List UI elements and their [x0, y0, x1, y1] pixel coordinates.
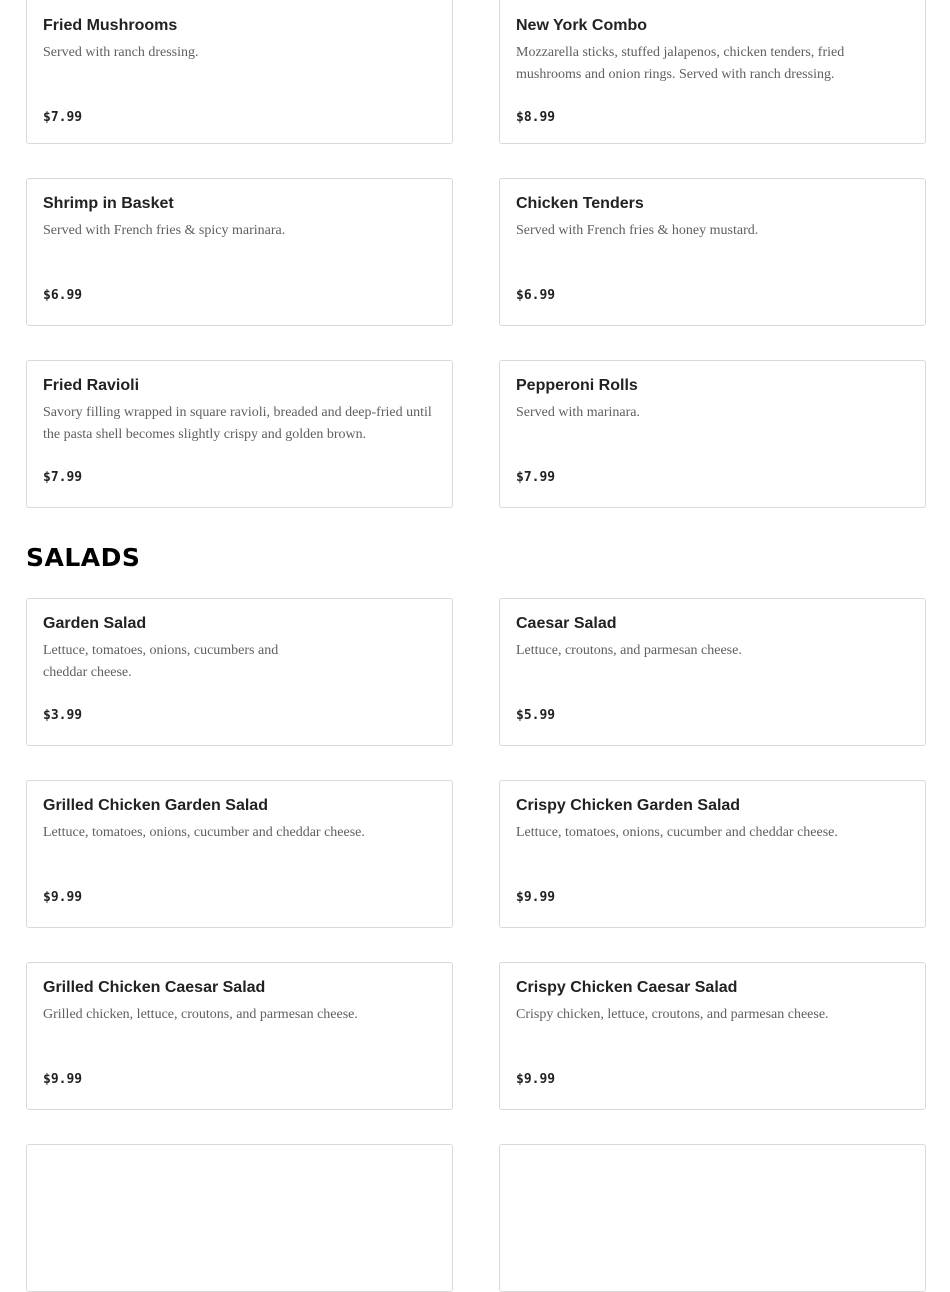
menu-item-name: Caesar Salad — [516, 615, 617, 632]
menu-item-description: Served with marinara. — [516, 405, 641, 420]
menu-item-card[interactable] — [26, 0, 453, 144]
menu-item-price: $8.99 — [516, 110, 556, 125]
menu-item-description: Lettuce, croutons, and parmesan cheese. — [516, 643, 742, 658]
menu-item-name: Fried Ravioli — [43, 377, 140, 394]
menu-item-price: $9.99 — [43, 890, 83, 905]
menu-item-card[interactable] — [499, 780, 926, 928]
menu-item-price: $6.99 — [43, 288, 83, 303]
menu-item-description: Savory filling wrapped in square ravioli, breaded and deep-fried until the pasta shell becomes slightly crispy and golden brown. — [43, 405, 432, 442]
menu-item-name: Chicken Tenders — [516, 195, 644, 212]
menu-item-description: Served with ranch dressing. — [43, 45, 199, 60]
menu-item-name: New York Combo — [516, 17, 647, 34]
menu-item-name: Crispy Chicken Caesar Salad — [516, 979, 738, 996]
menu-item-name: Fried Mushrooms — [43, 17, 178, 34]
menu-item-name: Grilled Chicken Caesar Salad — [43, 979, 266, 996]
section-title-salads: SALADS — [26, 543, 141, 572]
menu-item-card[interactable] — [26, 780, 453, 928]
menu-item-description: Crispy chicken, lettuce, croutons, and parmesan cheese. — [516, 1007, 829, 1022]
menu-item-card[interactable] — [499, 598, 926, 746]
menu-item-description: Served with French fries & spicy marinara. — [43, 223, 286, 238]
menu-item-card[interactable] — [499, 178, 926, 326]
menu-item-price: $3.99 — [43, 708, 83, 723]
menu-item-price: $9.99 — [516, 890, 556, 905]
menu-item-card-partial[interactable] — [499, 1144, 926, 1292]
menu-item-name: Crispy Chicken Garden Salad — [516, 797, 741, 814]
menu-item-card[interactable] — [26, 598, 453, 746]
menu-item-name: Grilled Chicken Garden Salad — [43, 797, 268, 814]
menu-item-description: Served with French fries & honey mustard. — [516, 223, 759, 238]
menu-item-price: $6.99 — [516, 288, 556, 303]
menu-item-card[interactable] — [499, 360, 926, 508]
menu-item-card[interactable] — [499, 962, 926, 1110]
menu-item-price: $7.99 — [43, 470, 83, 485]
menu-item-description: Lettuce, tomatoes, onions, cucumber and cheddar cheese. — [516, 825, 838, 840]
menu-item-card[interactable] — [26, 178, 453, 326]
menu-item-name: Garden Salad — [43, 615, 147, 632]
menu-item-price: $5.99 — [516, 708, 556, 723]
menu-item-description: Mozzarella sticks, stuffed jalapenos, chicken tenders, fried mushrooms and onion rings. Served with ranch dressing. — [516, 45, 845, 82]
menu-item-description: Lettuce, tomatoes, onions, cucumber and cheddar cheese. — [43, 825, 365, 840]
menu-item-price: $9.99 — [516, 1072, 556, 1087]
menu-item-price: $7.99 — [43, 110, 83, 125]
menu-item-name: Pepperoni Rolls — [516, 377, 638, 394]
menu-item-card[interactable] — [26, 962, 453, 1110]
menu-item-card-partial[interactable] — [26, 1144, 453, 1292]
menu-item-description: Grilled chicken, lettuce, croutons, and parmesan cheese. — [43, 1007, 358, 1022]
menu-item-name: Shrimp in Basket — [43, 195, 174, 212]
menu-item-card[interactable] — [26, 360, 453, 508]
menu-item-price: $9.99 — [43, 1072, 83, 1087]
menu-item-description: Lettuce, tomatoes, onions, cucumbers and cheddar cheese. — [43, 643, 279, 680]
menu-item-card[interactable] — [499, 0, 926, 144]
menu-item-price: $7.99 — [516, 470, 556, 485]
